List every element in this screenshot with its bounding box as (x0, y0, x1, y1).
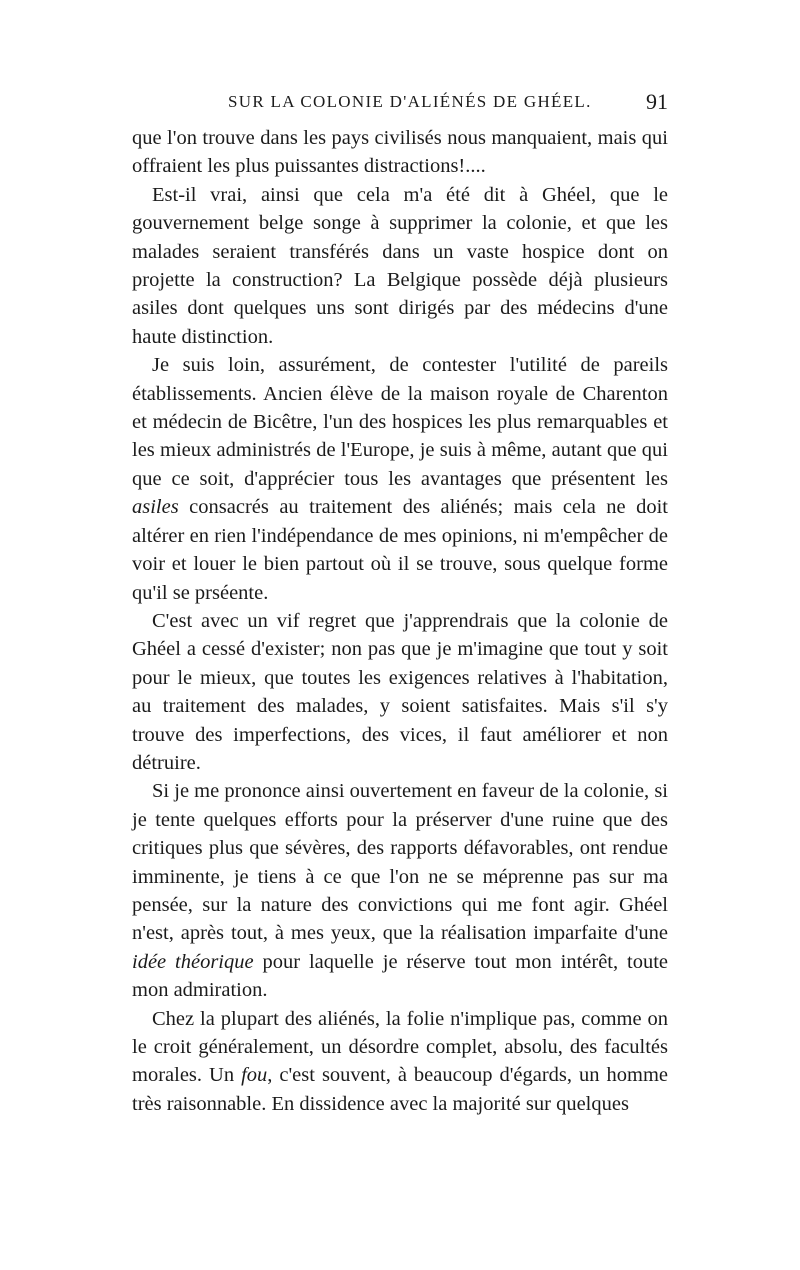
paragraph (132, 1005, 668, 1119)
paragraph-text: , c'est souvent, à beaucoup d'égards, un homme très raisonnable. En dissidence avec la majorité sur quelques (132, 1064, 668, 1115)
italic-term: asiles (132, 496, 179, 519)
paragraph (132, 777, 668, 1004)
paragraph-text: pour laquelle je réserve tout mon intérêt, toute mon admiration. (132, 950, 668, 1002)
paragraph-text: Si je me prononce ainsi ouvertement en faveur de la colonie, si je tente quelques efforts pour la préserver d'une ruine que des critiques plus que sévères, des rapports défavorables, ont rendue imminente, je tiens à ce que l'on ne se méprenne pas sur ma pensée, sur la nature des convictions qui me font agir. Ghéel n'est, après tout, à mes yeux, que la réalisation imparfaite d'une (132, 780, 668, 945)
page-header (132, 89, 668, 122)
paragraph-continuation (132, 124, 668, 181)
paragraph-text: Je suis loin, assurément, de contester l'utilité de pareils établissements. Ancien élève de la maison royale de Charenton et médecin de Bicêtre, l'un des hospices les plus remarquables et les mieux administrés de l'Europe, je suis à même, autant que qui que ce soit, d'apprécier tous les avantages que présentent les (132, 354, 668, 490)
paragraph-text: Chez la plupart des aliénés, la folie n'implique pas, comme on le croit généralement, un désordre complet, absolu, des facultés morales. Un (132, 1007, 668, 1087)
running-title: SUR LA COLONIE D'ALIÉNÉS DE GHÉEL. (228, 92, 592, 111)
paragraph-text: que l'on trouve dans les pays civilisés nous manquaient, mais qui offraient les plus puissantes distractions!.... (132, 127, 668, 178)
paragraph (132, 607, 668, 777)
paragraph (132, 351, 668, 607)
italic-term: idée théorique (132, 950, 254, 973)
paragraph (132, 181, 668, 351)
italic-term: fou (241, 1064, 268, 1087)
page-number: 91 (646, 89, 668, 114)
paragraph-text: C'est avec un vif regret que j'apprendrais que la colonie de Ghéel a cessé d'exister; non pas que je m'imagine que tout y soit pour le mieux, que toutes les exigences relatives à l'habitation, au traitement des malades, y soient satisfaites. Mais s'il s'y trouve des imperfections, des vices, il faut améliorer et non détruire. (132, 609, 668, 774)
paragraph-text: consacrés au traitement des aliénés; mais cela ne doit altérer en rien l'indépendance de mes opinions, ni m'empêcher de voir et louer le bien partout où il se trouve, sous quelque forme qu'il se prséente. (132, 496, 668, 604)
paragraph-text: Est-il vrai, ainsi que cela m'a été dit à Ghéel, que le gouvernement belge songe à supprimer la colonie, et que les malades seraient transférés dans un vaste hospice dont on projette la construction? La Belgique possède déjà plusieurs asiles dont quelques uns sont dirigés par des médecins d'une haute distinction. (132, 183, 668, 348)
page-body (132, 124, 668, 1118)
